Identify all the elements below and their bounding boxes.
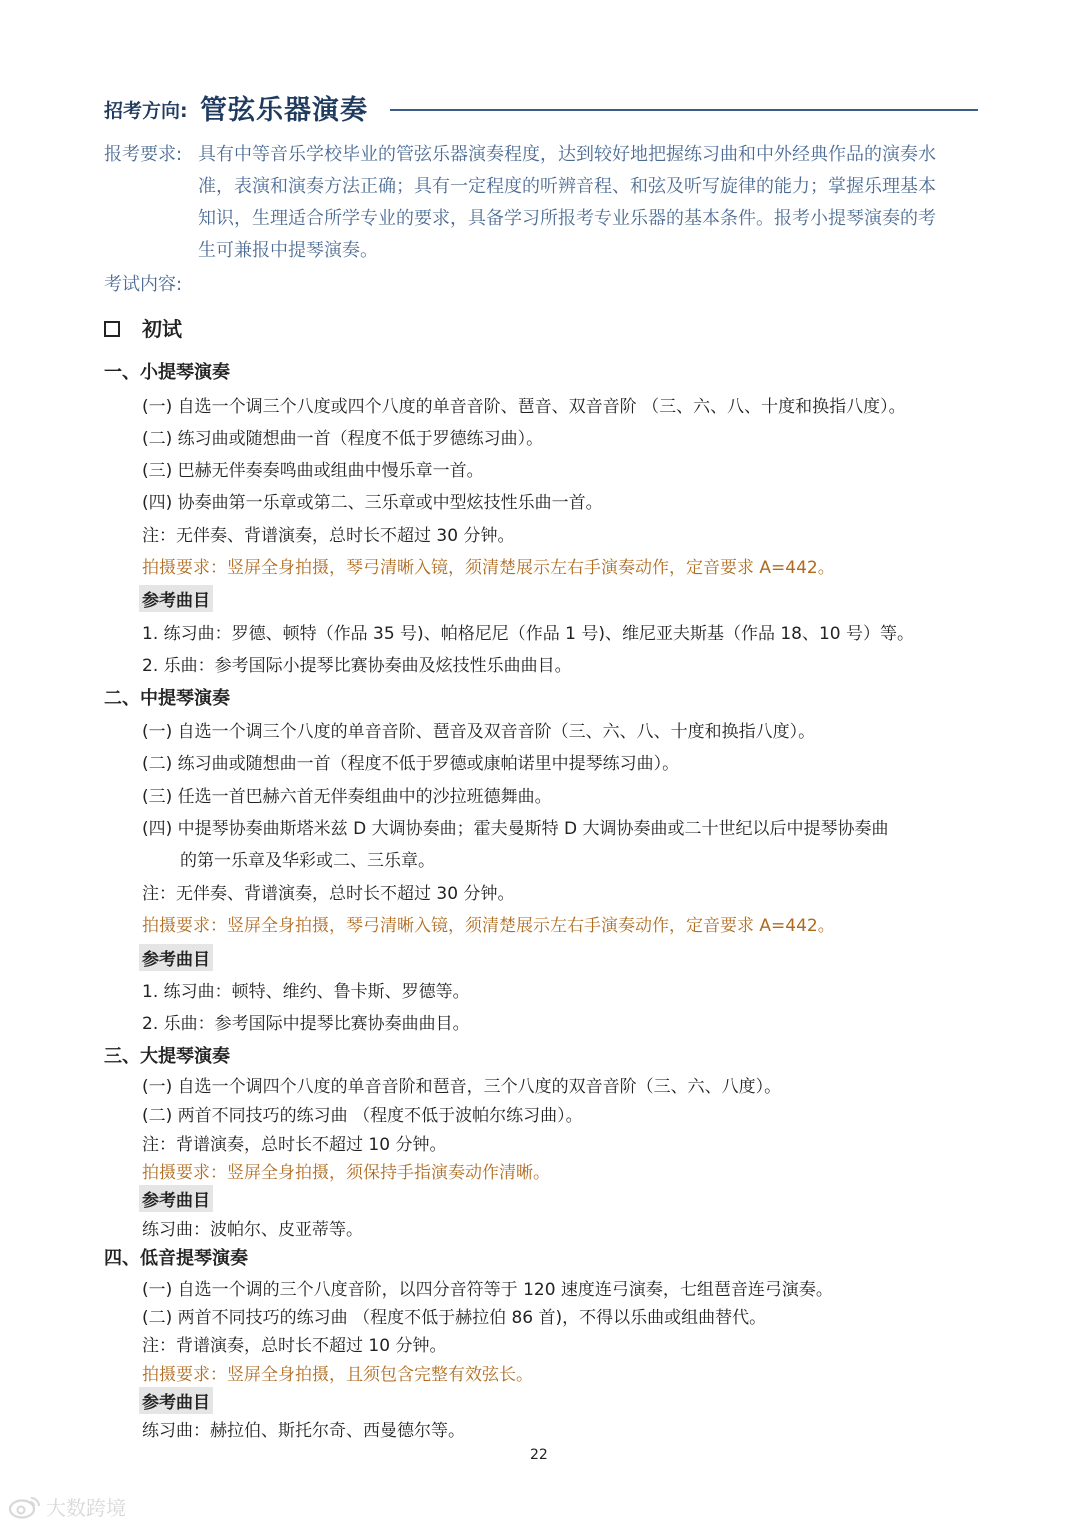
reference-item: 2. 乐曲：参考国际中提琴比赛协奏曲曲目。: [142, 1014, 470, 1034]
prelim-heading: [104, 313, 182, 342]
prelim-title: 初试: [142, 317, 182, 341]
note-item: 注：背谱演奏，总时长不超过 10 分钟。: [142, 1336, 447, 1356]
requirements-line: 知识，生理适合所学专业的要求，具备学习所报考专业乐器的基本条件。报考小提琴演奏的考: [198, 208, 936, 229]
title-rule: [390, 109, 978, 111]
section-title: 一、小提琴演奏: [104, 362, 230, 383]
photo-requirement: 拍摄要求：竖屏全身拍摄，琴弓清晰入镜，须清楚展示左右手演奏动作，定音要求 A=442。: [142, 558, 835, 578]
list-item: (一) 自选一个调三个八度或四个八度的单音音阶、琶音、双音音阶 （三、六、八、十度和换指八度）。: [142, 397, 906, 417]
photo-requirement: 拍摄要求：竖屏全身拍摄，须保持手指演奏动作清晰。: [142, 1163, 550, 1183]
section-title: 二、中提琴演奏: [104, 688, 230, 709]
list-item: (二) 两首不同技巧的练习曲 （程度不低于赫拉伯 86 首)，不得以乐曲或组曲替代。: [142, 1308, 767, 1328]
checkbox-icon: [104, 321, 120, 337]
page-number: 22: [530, 1447, 548, 1463]
list-item-continued: 的第一乐章及华彩或二、三乐章。: [180, 851, 435, 871]
reference-item: 练习曲：赫拉伯、斯托尔奇、西曼德尔等。: [142, 1421, 465, 1441]
list-item: (三) 任选一首巴赫六首无伴奏组曲中的沙拉班德舞曲。: [142, 787, 552, 807]
reference-item: 练习曲：波帕尔、皮亚蒂等。: [142, 1220, 363, 1240]
reference-title: 参考曲目: [139, 585, 213, 612]
reference-item: 1. 练习曲：罗德、顿特（作品 35 号)、帕格尼尼（作品 1 号)、维尼亚夫斯基（作品 18、10 号）等。: [142, 624, 915, 644]
weibo-logo-icon: [8, 1494, 42, 1520]
photo-requirement: 拍摄要求：竖屏全身拍摄，且须包含完整有效弦长。: [142, 1365, 533, 1385]
list-item: (二) 练习曲或随想曲一首（程度不低于罗德或康帕诺里中提琴练习曲）。: [142, 754, 680, 774]
requirements-line: 生可兼报中提琴演奏。: [198, 240, 378, 261]
page-title: 管弦乐器演奏: [200, 95, 368, 126]
section-title: 四、低音提琴演奏: [104, 1248, 248, 1269]
list-item: (四) 协奏曲第一乐章或第二、三乐章或中型炫技性乐曲一首。: [142, 493, 603, 513]
watermark-text: 大数跨境: [46, 1496, 126, 1520]
exam-content-label: 考试内容:: [104, 274, 183, 295]
list-item: (二) 两首不同技巧的练习曲 （程度不低于波帕尔练习曲）。: [142, 1106, 583, 1126]
reference-title: 参考曲目: [139, 944, 213, 971]
section-label: 招考方向:: [104, 100, 188, 122]
list-item: (一) 自选一个调的三个八度音阶，以四分音符等于 120 速度连弓演奏，七组琶音连弓演奏。: [142, 1280, 833, 1300]
requirements-line: 准，表演和演奏方法正确；具有一定程度的听辨音程、和弦及听写旋律的能力；掌握乐理基本: [198, 176, 936, 197]
reference-item: 2. 乐曲：参考国际小提琴比赛协奏曲及炫技性乐曲曲目。: [142, 656, 572, 676]
list-item: (三) 巴赫无伴奏奏鸣曲或组曲中慢乐章一首。: [142, 461, 484, 481]
list-item: (一) 自选一个调四个八度的单音音阶和琶音，三个八度的双音音阶（三、六、八度）。: [142, 1077, 782, 1097]
note-item: 注：无伴奏、背谱演奏，总时长不超过 30 分钟。: [142, 526, 515, 546]
watermark: [8, 1492, 126, 1521]
requirements-line: 具有中等音乐学校毕业的管弦乐器演奏程度，达到较好地把握练习曲和中外经典作品的演奏水: [198, 144, 936, 165]
note-item: 注：背谱演奏，总时长不超过 10 分钟。: [142, 1135, 447, 1155]
reference-title: 参考曲目: [139, 1387, 213, 1414]
section-title: 三、大提琴演奏: [104, 1046, 230, 1067]
requirements-label: 报考要求:: [104, 144, 183, 165]
photo-requirement: 拍摄要求：竖屏全身拍摄，琴弓清晰入镜，须清楚展示左右手演奏动作，定音要求 A=442。: [142, 916, 835, 936]
note-item: 注：无伴奏、背谱演奏，总时长不超过 30 分钟。: [142, 884, 515, 904]
list-item: (二) 练习曲或随想曲一首（程度不低于罗德练习曲）。: [142, 429, 544, 449]
reference-item: 1. 练习曲：顿特、维约、鲁卡斯、罗德等。: [142, 982, 470, 1002]
list-item: (一) 自选一个调三个八度的单音音阶、琶音及双音音阶（三、六、八、十度和换指八度）。: [142, 722, 816, 742]
reference-title: 参考曲目: [139, 1185, 213, 1212]
list-item: (四) 中提琴协奏曲斯塔米兹 D 大调协奏曲；霍夫曼斯特 D 大调协奏曲或二十世纪以后中提琴协奏曲: [142, 819, 889, 839]
